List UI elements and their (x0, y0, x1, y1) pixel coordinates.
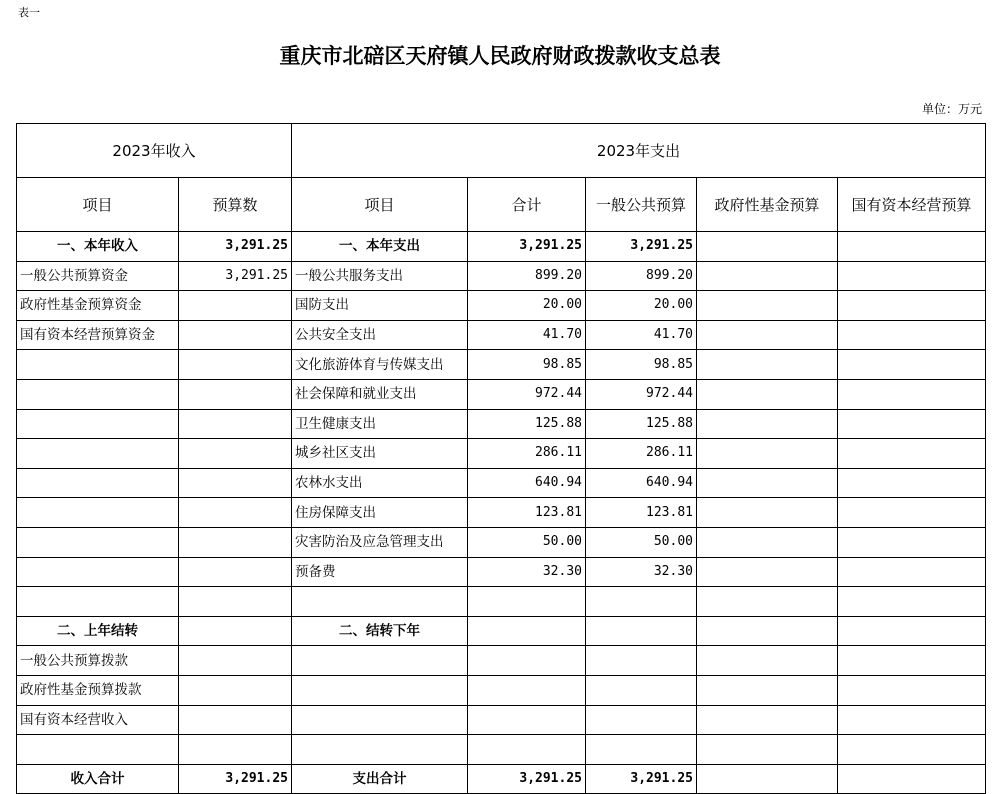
income-budget-cell (179, 350, 292, 380)
general-budget-cell (586, 616, 697, 646)
expense-total-cell: 123.81 (468, 498, 586, 528)
gov-fund-cell (697, 557, 838, 587)
income-budget-cell (179, 705, 292, 735)
income-budget-cell (179, 498, 292, 528)
gov-fund-cell (697, 498, 838, 528)
column-header-row (17, 178, 986, 232)
state-capital-cell (838, 646, 986, 676)
expense-item-cell (292, 675, 468, 705)
general-budget-cell: 98.85 (586, 350, 697, 380)
expense-total-cell: 98.85 (468, 350, 586, 380)
expense-total-cell: 50.00 (468, 527, 586, 557)
table-row (17, 350, 986, 380)
gov-fund-cell (697, 646, 838, 676)
state-capital-cell (838, 409, 986, 439)
expense-total-cell: 972.44 (468, 379, 586, 409)
income-budget-cell (179, 379, 292, 409)
general-budget-cell: 899.20 (586, 261, 697, 291)
col-item-expense: 项目 (292, 178, 468, 232)
income-budget-cell (179, 320, 292, 350)
table-row (17, 379, 986, 409)
gov-fund-cell (697, 705, 838, 735)
state-capital-cell (838, 232, 986, 262)
expense-item-cell: 社会保障和就业支出 (292, 379, 468, 409)
table-row (17, 587, 986, 617)
expense-total-cell: 640.94 (468, 468, 586, 498)
income-item-cell: 政府性基金预算拨款 (17, 675, 179, 705)
income-item-cell (17, 735, 179, 765)
expense-item-cell: 国防支出 (292, 291, 468, 321)
income-item-cell (17, 379, 179, 409)
table-row (17, 261, 986, 291)
gov-fund-cell (697, 261, 838, 291)
income-item-cell (17, 557, 179, 587)
income-item-cell: 一般公共预算资金 (17, 261, 179, 291)
income-item-cell: 一、本年收入 (17, 232, 179, 262)
income-budget-cell (179, 587, 292, 617)
expense-total-cell: 286.11 (468, 439, 586, 469)
gov-fund-cell (697, 291, 838, 321)
table-row (17, 705, 986, 735)
expense-total-cell: 3,291.25 (468, 764, 586, 794)
expense-total-cell: 125.88 (468, 409, 586, 439)
state-capital-cell (838, 468, 986, 498)
unit-label: 单位：万元 (921, 102, 982, 116)
state-capital-cell (838, 675, 986, 705)
income-budget-cell (179, 468, 292, 498)
income-group-header: 2023年收入 (17, 124, 292, 178)
budget-table (16, 123, 986, 794)
table-row (17, 646, 986, 676)
state-capital-cell (838, 320, 986, 350)
expense-item-cell: 二、结转下年 (292, 616, 468, 646)
table-row (17, 616, 986, 646)
expense-item-cell: 预备费 (292, 557, 468, 587)
expense-item-cell (292, 587, 468, 617)
expense-total-cell: 41.70 (468, 320, 586, 350)
col-budget: 预算数 (179, 178, 292, 232)
general-budget-cell: 50.00 (586, 527, 697, 557)
expense-item-cell: 灾害防治及应急管理支出 (292, 527, 468, 557)
general-budget-cell (586, 675, 697, 705)
gov-fund-cell (697, 350, 838, 380)
state-capital-cell (838, 735, 986, 765)
state-capital-cell (838, 527, 986, 557)
table-row (17, 527, 986, 557)
page-title: 重庆市北碚区天府镇人民政府财政拨款收支总表 (279, 43, 721, 68)
general-budget-cell: 3,291.25 (586, 232, 697, 262)
general-budget-cell: 20.00 (586, 291, 697, 321)
income-item-cell (17, 409, 179, 439)
general-budget-cell: 3,291.25 (586, 764, 697, 794)
table-row (17, 320, 986, 350)
general-budget-cell (586, 735, 697, 765)
expense-total-cell (468, 675, 586, 705)
expense-item-cell: 卫生健康支出 (292, 409, 468, 439)
expense-item-cell (292, 646, 468, 676)
gov-fund-cell (697, 764, 838, 794)
income-item-cell: 国有资本经营收入 (17, 705, 179, 735)
income-item-cell: 收入合计 (17, 764, 179, 794)
income-budget-cell: 3,291.25 (179, 232, 292, 262)
state-capital-cell (838, 705, 986, 735)
expense-total-cell (468, 735, 586, 765)
income-budget-cell: 3,291.25 (179, 764, 292, 794)
gov-fund-cell (697, 468, 838, 498)
state-capital-cell (838, 616, 986, 646)
income-item-cell: 国有资本经营预算资金 (17, 320, 179, 350)
expense-item-cell (292, 735, 468, 765)
income-budget-cell (179, 527, 292, 557)
state-capital-cell (838, 379, 986, 409)
expense-group-header: 2023年支出 (292, 124, 986, 178)
income-budget-cell (179, 646, 292, 676)
gov-fund-cell (697, 379, 838, 409)
state-capital-cell (838, 557, 986, 587)
income-item-cell (17, 527, 179, 557)
expense-item-cell: 文化旅游体育与传媒支出 (292, 350, 468, 380)
table-row (17, 764, 986, 794)
table-row (17, 675, 986, 705)
expense-item-cell: 支出合计 (292, 764, 468, 794)
table-row (17, 291, 986, 321)
income-item-cell (17, 350, 179, 380)
income-budget-cell (179, 439, 292, 469)
income-item-cell: 二、上年结转 (17, 616, 179, 646)
expense-total-cell: 3,291.25 (468, 232, 586, 262)
state-capital-cell (838, 439, 986, 469)
gov-fund-cell (697, 616, 838, 646)
general-budget-cell (586, 646, 697, 676)
income-budget-cell (179, 616, 292, 646)
expense-total-cell: 20.00 (468, 291, 586, 321)
table-row (17, 557, 986, 587)
table-row (17, 468, 986, 498)
expense-total-cell (468, 616, 586, 646)
expense-item-cell (292, 705, 468, 735)
state-capital-cell (838, 350, 986, 380)
expense-total-cell (468, 705, 586, 735)
col-total: 合计 (468, 178, 586, 232)
expense-item-cell: 城乡社区支出 (292, 439, 468, 469)
expense-total-cell (468, 587, 586, 617)
general-budget-cell (586, 587, 697, 617)
state-capital-cell (838, 291, 986, 321)
income-budget-cell: 3,291.25 (179, 261, 292, 291)
general-budget-cell: 123.81 (586, 498, 697, 528)
header-group-row (17, 124, 986, 178)
general-budget-cell: 640.94 (586, 468, 697, 498)
expense-item-cell: 农林水支出 (292, 468, 468, 498)
income-budget-cell (179, 735, 292, 765)
col-gov-fund-budget: 政府性基金预算 (697, 178, 838, 232)
gov-fund-cell (697, 439, 838, 469)
expense-item-cell: 一、本年支出 (292, 232, 468, 262)
general-budget-cell: 41.70 (586, 320, 697, 350)
gov-fund-cell (697, 527, 838, 557)
table-row (17, 498, 986, 528)
gov-fund-cell (697, 409, 838, 439)
income-budget-cell (179, 291, 292, 321)
expense-item-cell: 一般公共服务支出 (292, 261, 468, 291)
expense-total-cell: 899.20 (468, 261, 586, 291)
gov-fund-cell (697, 675, 838, 705)
col-state-capital-budget: 国有资本经营预算 (838, 178, 986, 232)
state-capital-cell (838, 587, 986, 617)
state-capital-cell (838, 764, 986, 794)
table-row (17, 735, 986, 765)
income-item-cell (17, 439, 179, 469)
general-budget-cell: 972.44 (586, 379, 697, 409)
general-budget-cell: 32.30 (586, 557, 697, 587)
state-capital-cell (838, 261, 986, 291)
gov-fund-cell (697, 587, 838, 617)
income-item-cell: 一般公共预算拨款 (17, 646, 179, 676)
general-budget-cell: 286.11 (586, 439, 697, 469)
income-item-cell (17, 468, 179, 498)
expense-total-cell: 32.30 (468, 557, 586, 587)
expense-item-cell: 公共安全支出 (292, 320, 468, 350)
general-budget-cell (586, 705, 697, 735)
income-budget-cell (179, 557, 292, 587)
income-item-cell (17, 587, 179, 617)
table-row (17, 232, 986, 262)
gov-fund-cell (697, 232, 838, 262)
col-item-income: 项目 (17, 178, 179, 232)
income-item-cell: 政府性基金预算资金 (17, 291, 179, 321)
gov-fund-cell (697, 735, 838, 765)
state-capital-cell (838, 498, 986, 528)
gov-fund-cell (697, 320, 838, 350)
expense-total-cell (468, 646, 586, 676)
form-code: 表一 (18, 6, 40, 19)
general-budget-cell: 125.88 (586, 409, 697, 439)
col-general-budget: 一般公共预算 (586, 178, 697, 232)
expense-item-cell: 住房保障支出 (292, 498, 468, 528)
table-row (17, 409, 986, 439)
income-item-cell (17, 498, 179, 528)
income-budget-cell (179, 675, 292, 705)
income-budget-cell (179, 409, 292, 439)
table-row (17, 439, 986, 469)
